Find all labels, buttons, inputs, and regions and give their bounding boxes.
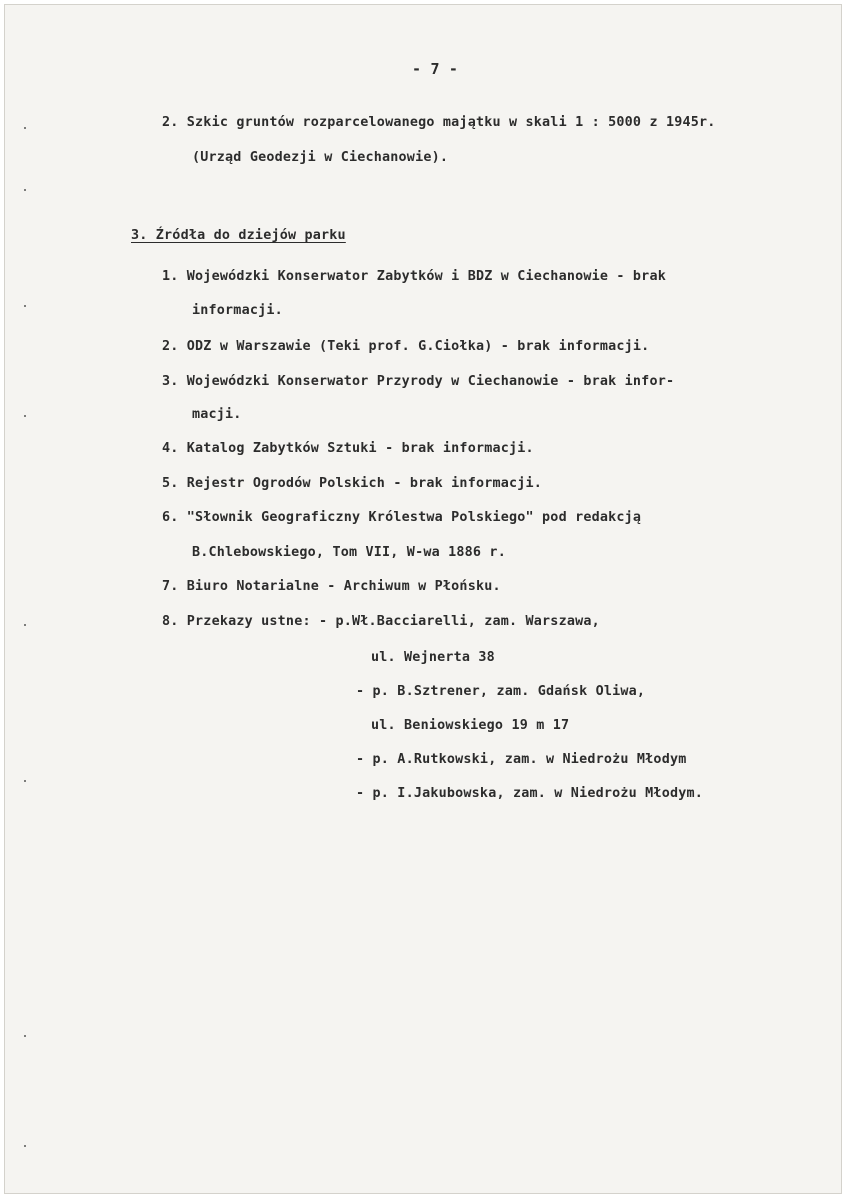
source-item-6-cont: B.Chlebowskiego, Tom VII, W-wa 1886 r. [192,545,506,560]
source-item-6: 6. "Słownik Geograficzny Królestwa Polskiego" pod redakcją [162,510,642,525]
source-item-1: 1. Wojewódzki Konserwator Zabytków i BDZ w Ciechanowie - brak [162,269,666,284]
oral-source-3: - p. A.Rutkowski, zam. w Niedrożu Młodym [356,752,687,767]
source-item-7: 7. Biuro Notarialne - Archiwum w Płońsku. [162,579,501,594]
section-3-title: 3. Źródła do dziejów parku [131,228,346,243]
source-item-5: 5. Rejestr Ogrodów Polskich - brak informacji. [162,476,543,491]
oral-source-2: - p. B.Sztrener, zam. Gdańsk Oliwa, [356,684,646,699]
document-page [4,4,842,1194]
item-2-line-2: (Urząd Geodezji w Ciechanowie). [192,150,449,165]
margin-speck [24,415,26,417]
source-item-8: 8. Przekazy ustne: - p.Wł.Bacciarelli, zam. Warszawa, [162,614,600,629]
margin-speck [24,1035,26,1037]
oral-source-1-address: ul. Wejnerta 38 [371,650,495,665]
source-item-4: 4. Katalog Zabytków Sztuki - brak informacji. [162,441,534,456]
margin-speck [24,127,26,129]
source-item-3-cont: macji. [192,407,242,422]
margin-speck [24,1145,26,1147]
page-number: - 7 - [412,60,459,78]
margin-speck [24,189,26,191]
source-item-3: 3. Wojewódzki Konserwator Przyrody w Ciechanowie - brak infor- [162,374,675,389]
oral-source-2-address: ul. Beniowskiego 19 m 17 [371,718,570,733]
margin-speck [24,624,26,626]
margin-speck [24,305,26,307]
source-item-2: 2. ODZ w Warszawie (Teki prof. G.Ciołka) - brak informacji. [162,339,650,354]
source-item-1-cont: informacji. [192,303,283,318]
oral-source-4: - p. I.Jakubowska, zam. w Niedrożu Młodym. [356,786,703,801]
margin-speck [24,780,26,782]
item-2-line-1: 2. Szkic gruntów rozparcelowanego majątku w skali 1 : 5000 z 1945r. [162,115,716,130]
